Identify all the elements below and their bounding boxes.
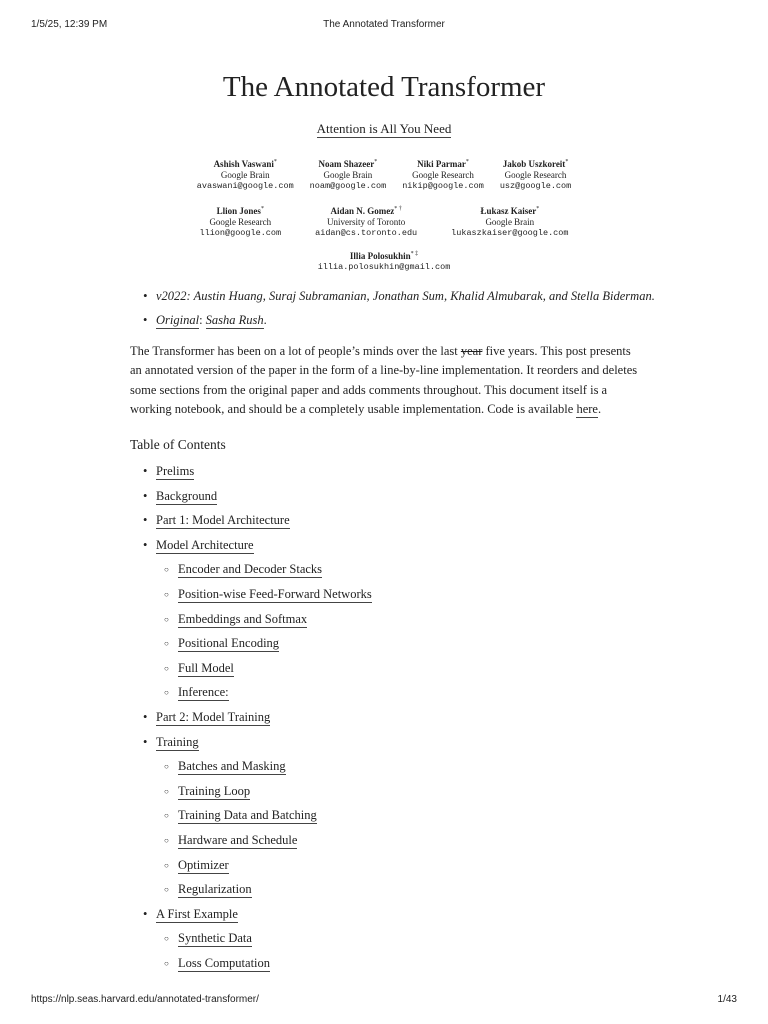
toc-item	[132, 511, 372, 536]
toc-item	[132, 806, 372, 831]
intro-paragraph	[130, 342, 640, 420]
credit-v2022: • v2022: Austin Huang, Suraj Subramanian, Jonathan Sum, Khalid Almubarak, and Stella Biderman.	[132, 288, 655, 312]
author-mark: *	[273, 159, 277, 165]
toc-link[interactable]: Part 2: Model Training	[156, 709, 271, 724]
author-affiliation: Google Research	[412, 170, 474, 180]
toc-item	[132, 954, 372, 979]
toc-link[interactable]: Prelims	[156, 464, 195, 478]
author	[500, 157, 571, 192]
toc-item	[132, 733, 372, 758]
toc-list	[132, 462, 372, 978]
author-affiliation: Google Brain	[220, 170, 270, 180]
credit-separator: :	[199, 313, 206, 327]
toc-link[interactable]: Inference:	[178, 685, 229, 700]
author-email: usz@google.com	[499, 181, 572, 191]
print-datetime: 1/5/25, 12:39 PM	[31, 19, 108, 30]
toc-item	[132, 536, 372, 561]
author-name: Llion Jones	[216, 206, 261, 216]
toc-item	[132, 905, 372, 930]
toc-item	[132, 659, 372, 684]
author-email: nikip@google.com	[402, 181, 484, 191]
sasha-rush-link[interactable]: Sasha Rush	[205, 313, 264, 327]
toc-item	[132, 708, 372, 733]
author-email: aidan@cs.toronto.edu	[315, 228, 418, 238]
toc-item	[132, 782, 372, 807]
author-mark: * ‡	[410, 251, 419, 257]
toc-link[interactable]: Training	[156, 734, 199, 749]
toc-link[interactable]: Training Data and Batching	[178, 808, 317, 823]
author	[318, 249, 451, 273]
author-email: noam@google.com	[309, 181, 387, 191]
toc-link[interactable]: Encoder and Decoder Stacks	[178, 562, 323, 577]
author-email: lukaszkaiser@google.com	[451, 228, 569, 238]
author-name: Jakob Uszkoreit	[502, 159, 566, 169]
credit-end: .	[263, 313, 267, 327]
toc-item	[132, 560, 372, 585]
author-name: Ashish Vaswani	[213, 159, 274, 169]
author-email: avaswani@google.com	[196, 181, 294, 191]
author-row	[0, 249, 768, 273]
author-affiliation: Google Research	[209, 217, 272, 227]
toc-item	[132, 487, 372, 512]
author	[197, 157, 294, 192]
author-mark: *	[374, 159, 378, 165]
toc-heading: Table of Contents	[130, 437, 226, 452]
toc-link[interactable]: Regularization	[178, 882, 252, 897]
author-affiliation: Google Brain	[323, 170, 373, 180]
print-page-number: 1/43	[717, 994, 737, 1005]
toc-link[interactable]: Batches and Masking	[178, 759, 286, 774]
toc-link[interactable]: Hardware and Schedule	[178, 832, 298, 847]
author-affiliation: Google Brain	[485, 217, 535, 227]
toc-link[interactable]: Loss Computation	[178, 955, 271, 970]
author-email: llion@google.com	[199, 228, 282, 238]
toc-item	[132, 634, 372, 659]
toc-item	[132, 610, 372, 635]
toc-item	[132, 880, 372, 905]
credits-list	[132, 288, 655, 336]
subtitle	[0, 121, 768, 137]
original-link[interactable]: Original	[156, 313, 200, 327]
intro-struck-text: year	[460, 344, 483, 358]
print-url: https://nlp.seas.harvard.edu/annotated-transformer/	[31, 994, 259, 1005]
toc-link[interactable]: Embeddings and Softmax	[178, 611, 308, 626]
toc-link[interactable]: Optimizer	[178, 857, 229, 872]
author-name: Niki Parmar	[417, 159, 466, 169]
toc-link[interactable]: A First Example	[156, 906, 238, 921]
author-mark: *	[260, 206, 264, 212]
author-mark: *	[565, 159, 569, 165]
author-mark: * †	[394, 206, 402, 212]
author-affiliation: University of Toronto	[327, 217, 406, 227]
toc-link[interactable]: Positional Encoding	[178, 636, 280, 651]
author	[200, 204, 282, 239]
author	[402, 157, 484, 192]
toc-link[interactable]: Training Loop	[178, 783, 251, 798]
author	[451, 204, 568, 239]
credit-original	[132, 312, 655, 336]
intro-text: five years. This post presents an annotated version of the paper in the form of a line-by-line implementation. It reorders and deletes some sections from the original paper and adds comments throughout. This document itself is a working notebook, and should be a completely usable implementation. Code is available	[130, 344, 638, 417]
toc-item	[132, 929, 372, 954]
author-affiliation: Google Research	[504, 170, 567, 180]
author-email: illia.polosukhin@gmail.com	[317, 262, 451, 272]
author-name: Noam Shazeer	[318, 159, 375, 169]
author	[310, 157, 387, 192]
intro-text: .	[597, 402, 602, 417]
toc-item	[132, 831, 372, 856]
toc-link[interactable]: Background	[156, 488, 218, 503]
toc-link[interactable]: Part 1: Model Architecture	[156, 513, 290, 528]
print-page-title: The Annotated Transformer	[323, 19, 445, 30]
toc-link[interactable]: Full Model	[178, 660, 234, 675]
author-mark: *	[536, 206, 540, 212]
toc-item	[132, 856, 372, 881]
intro-text: The Transformer has been on a lot of people’s minds over the last	[130, 344, 461, 358]
toc-item	[132, 585, 372, 610]
code-here-link[interactable]: here	[576, 402, 598, 417]
paper-link[interactable]: Attention is All You Need	[316, 121, 452, 136]
toc-link[interactable]: Position-wise Feed-Forward Networks	[178, 586, 372, 601]
toc-link[interactable]: Synthetic Data	[178, 931, 252, 946]
toc-item	[132, 683, 372, 708]
toc-item	[132, 757, 372, 782]
author-name: Łukasz Kaiser	[480, 206, 537, 216]
author-row	[0, 157, 768, 192]
author-name: Illia Polosukhin	[349, 251, 411, 261]
toc-item	[132, 462, 372, 487]
author	[315, 204, 417, 239]
toc-link[interactable]: Model Architecture	[156, 537, 254, 552]
author-row	[0, 204, 768, 239]
author-mark: *	[465, 159, 469, 165]
author-name: Aidan N. Gomez	[330, 206, 395, 216]
page-title: The Annotated Transformer	[222, 71, 546, 103]
